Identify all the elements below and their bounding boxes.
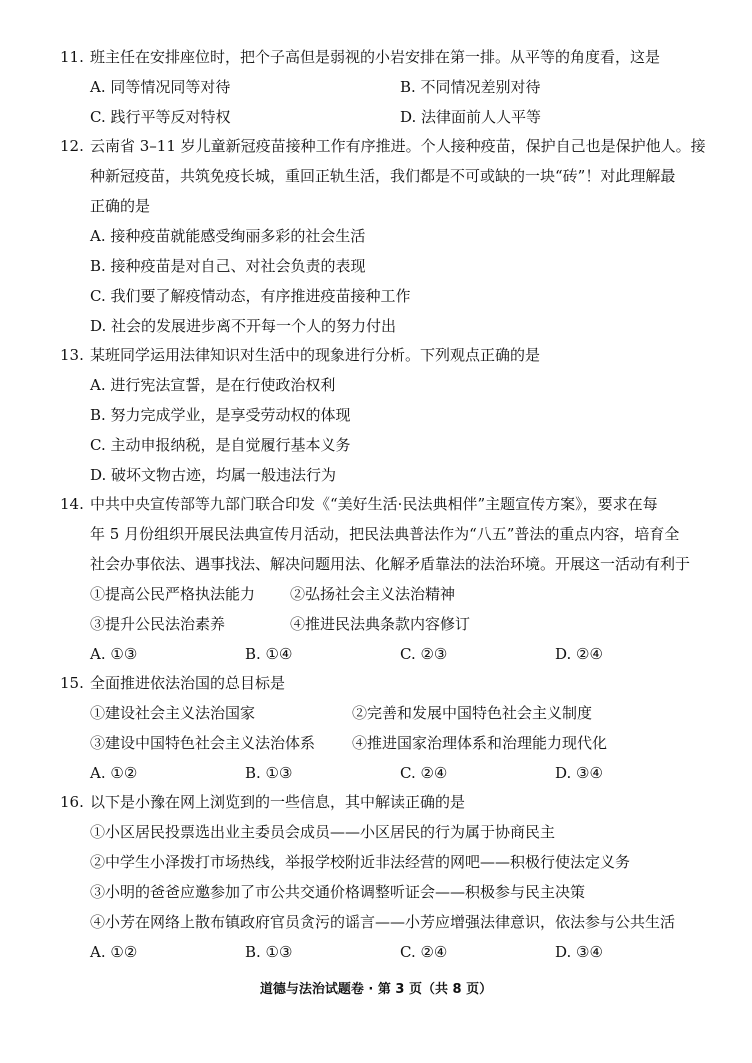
question-stem-continued: 正确的是 xyxy=(90,197,151,215)
question-11 xyxy=(60,42,710,132)
option-b: B. ①③ xyxy=(245,943,293,961)
statement-3: ③小明的爸爸应邀参加了市公共交通价格调整听证会——积极参与民主决策 xyxy=(90,883,586,901)
question-12 xyxy=(60,131,710,341)
question-stem: 中共中央宣传部等九部门联合印发《“美好生活·民法典相伴”主题宣传方案》，要求在每 xyxy=(90,495,658,513)
statement-1: ①提高公民严格执法能力 xyxy=(90,585,256,603)
options-row xyxy=(60,758,710,788)
statement-4: ④推进国家治理体系和治理能力现代化 xyxy=(352,734,608,752)
question-number: 13. xyxy=(60,346,84,364)
option-a: A. ①② xyxy=(90,764,138,782)
question-stem: 班主任在安排座位时，把个子高但是弱视的小岩安排在第一排。从平等的角度看，这是 xyxy=(90,48,661,66)
statement-3: ③提升公民法治素养 xyxy=(90,615,226,633)
options-row xyxy=(60,639,710,669)
statement-1: ①建设社会主义法治国家 xyxy=(90,704,256,722)
statements-row xyxy=(60,728,710,758)
question-number: 12. xyxy=(60,137,84,155)
question-stem-continued: 社会办事依法、遇事找法、解决问题用法、化解矛盾靠法的法治环境。开展这一活动有利于 xyxy=(90,555,691,573)
option-d: D. 社会的发展进步离不开每一个人的努力付出 xyxy=(90,317,397,335)
option-d: D. ②④ xyxy=(555,645,603,663)
question-16 xyxy=(60,787,710,967)
option-b: B. 不同情况差别对待 xyxy=(400,78,541,96)
statement-2: ②中学生小泽拨打市场热线，举报学校附近非法经营的网吧——积极行使法定义务 xyxy=(90,853,631,871)
question-stem: 某班同学运用法律知识对生活中的现象进行分析。下列观点正确的是 xyxy=(90,346,541,364)
option-c: C. ②④ xyxy=(400,943,448,961)
statement-1: ①小区居民投票选出业主委员会成员——小区居民的行为属于协商民主 xyxy=(90,823,556,841)
question-stem-continued: 年 5 月份组织开展民法典宣传月活动，把民法典普法作为“八五”普法的重点内容，培育全 xyxy=(90,525,680,543)
option-b: B. ①④ xyxy=(245,645,293,663)
option-a: A. 进行宪法宣誓，是在行使政治权利 xyxy=(90,376,336,394)
option-a: A. 同等情况同等对待 xyxy=(90,78,231,96)
option-d: D. 法律面前人人平等 xyxy=(400,108,542,126)
option-c: C. ②④ xyxy=(400,764,448,782)
option-c: C. 我们要了解疫情动态，有序推进疫苗接种工作 xyxy=(90,287,411,305)
option-b: B. ①③ xyxy=(245,764,293,782)
option-d: D. ③④ xyxy=(555,943,603,961)
option-c: C. ②③ xyxy=(400,645,448,663)
statements-row xyxy=(60,609,710,639)
question-number: 11. xyxy=(60,48,84,66)
question-stem: 云南省 3–11 岁儿童新冠疫苗接种工作有序推进。个人接种疫苗，保护自己也是保护他人。接 xyxy=(90,137,706,155)
option-c: C. 践行平等反对特权 xyxy=(90,108,231,126)
option-c: C. 主动申报纳税，是自觉履行基本义务 xyxy=(90,436,351,454)
question-number: 15. xyxy=(60,674,84,692)
options-row xyxy=(60,102,710,132)
option-b: B. 接种疫苗是对自己、对社会负责的表现 xyxy=(90,257,366,275)
question-15 xyxy=(60,668,710,788)
statement-4: ④推进民法典条款内容修订 xyxy=(290,615,471,633)
option-b: B. 努力完成学业，是享受劳动权的体现 xyxy=(90,406,351,424)
question-stem: 以下是小豫在网上浏览到的一些信息，其中解读正确的是 xyxy=(90,793,466,811)
options-row xyxy=(60,937,710,967)
options-row xyxy=(60,72,710,102)
question-stem: 全面推进依法治国的总目标是 xyxy=(90,674,286,692)
statements-row xyxy=(60,698,710,728)
option-d: D. ③④ xyxy=(555,764,603,782)
statements-row xyxy=(60,579,710,609)
option-a: A. 接种疫苗就能感受绚丽多彩的社会生活 xyxy=(90,227,366,245)
statement-2: ②弘扬社会主义法治精神 xyxy=(290,585,456,603)
question-stem-continued: 种新冠疫苗，共筑免疫长城，重回正轨生活，我们都是不可或缺的一块“砖”！对此理解最 xyxy=(90,167,676,185)
question-number: 14. xyxy=(60,495,84,513)
question-13 xyxy=(60,340,710,490)
statement-2: ②完善和发展中国特色社会主义制度 xyxy=(352,704,593,722)
option-d: D. 破坏文物古迹，均属一般违法行为 xyxy=(90,466,337,484)
option-a: A. ①③ xyxy=(90,645,138,663)
statement-4: ④小芳在网络上散布镇政府官员贪污的谣言——小芳应增强法律意识，依法参与公共生活 xyxy=(90,913,676,931)
statement-3: ③建设中国特色社会主义法治体系 xyxy=(90,734,316,752)
question-14 xyxy=(60,489,710,669)
question-number: 16. xyxy=(60,793,84,811)
option-a: A. ①② xyxy=(90,943,138,961)
page-footer: 道德与法治试题卷 · 第 3 页（共 8 页） xyxy=(259,982,493,997)
